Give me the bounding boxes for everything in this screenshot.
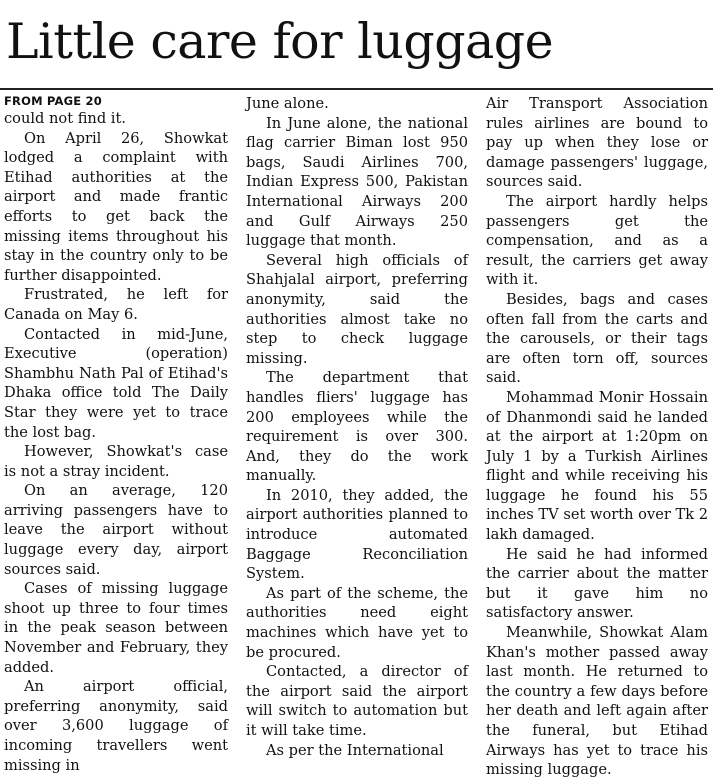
- paragraph: The department that handles fliers' luggage has 200 employees while the requirement is over 300. And, they do the work manually.: [246, 369, 468, 485]
- paragraph: Besides, bags and cases often fall from the carts and the carousels, or their tags are often torn off, sources said.: [486, 290, 708, 387]
- article-column-3: [486, 94, 708, 780]
- headline: Little care for luggage: [6, 13, 554, 70]
- paragraph: Frustrated, he left for Canada on May 6.: [4, 286, 228, 323]
- paragraph: He said he had informed the carrier about the matter but it gave him no satisfactory answer.: [486, 545, 708, 622]
- headline-rule: [0, 88, 713, 90]
- paragraph: As per the International: [266, 741, 444, 759]
- paragraph: On an average, 120 arriving passengers have to leave the airport without luggage every day, airport sources said.: [4, 482, 228, 578]
- paragraph: In 2010, they added, the airport authorities planned to introduce automated Baggage Reconciliation System.: [246, 486, 468, 583]
- paragraph: Air Transport Association rules airlines are bound to pay up when they lose or damage passengers' luggage, sources said.: [486, 95, 708, 191]
- paragraph: On April 26, Showkat lodged a complaint with Etihad authorities at the airport and made frantic efforts to get back the missing items throughout his stay in the country only to be further disappointed.: [4, 129, 228, 284]
- paragraph: An airport official, preferring anonymity, said over 3,600 luggage of incoming travellers went missing in: [4, 678, 228, 774]
- article-column-2: [246, 94, 468, 760]
- paragraph: The airport hardly helps passengers get the compensation, and as a result, the carriers get away with it.: [486, 192, 708, 289]
- continuation-kicker: FROM PAGE 20: [4, 94, 102, 108]
- paragraph: Meanwhile, Showkat Alam Khan's mother passed away last month. He returned to the country a few days before her death and left again after the funeral, but Etihad Airways has yet to trace his missing luggage.: [486, 624, 708, 779]
- article-column-1: [4, 94, 228, 775]
- paragraph: Cases of missing luggage shoot up three to four times in the peak season between November and February, they added.: [4, 580, 228, 676]
- paragraph: However, Showkat's case is not a stray incident.: [4, 443, 228, 480]
- paragraph: Several high officials of Shahjalal airport, preferring anonymity, said the authorities almost take no step to check luggage missing.: [246, 251, 468, 367]
- paragraph: In June alone, the national flag carrier Biman lost 950 bags, Saudi Airlines 700, Indian Express 500, Pakistan International Airways 200 and Gulf Airways 250 luggage that month.: [246, 114, 468, 250]
- paragraph: could not find it.: [4, 110, 126, 127]
- paragraph: Contacted in mid-June, Executive (operation) Shambhu Nath Pal of Etihad's Dhaka office told The Daily Star they were yet to trace the lost bag.: [4, 325, 228, 441]
- paragraph: Contacted, a director of the airport said the airport will switch to automation but it will take time.: [246, 663, 468, 739]
- paragraph: June alone.: [246, 95, 329, 112]
- paragraph: As part of the scheme, the authorities need eight machines which have yet to be procured.: [246, 584, 468, 661]
- paragraph: Mohammad Monir Hossain of Dhanmondi said he landed at the airport at 1:20pm on July 1 by a Turkish Airlines flight and while receiving his luggage he found his 55 inches TV set worth over Tk 2 lakh damaged.: [486, 388, 708, 544]
